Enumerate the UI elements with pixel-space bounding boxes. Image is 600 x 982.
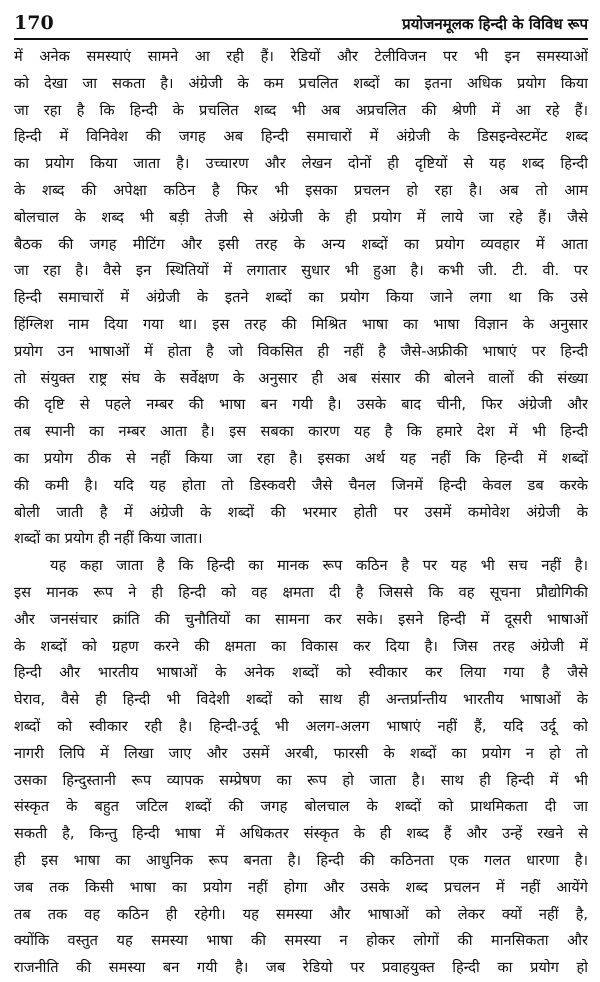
text-line: बैठक की जगह मीटिंग और इसी तरह के अन्य शब्दों का प्रयोग व्यवहार में आता [14,235,588,253]
text-line: इस मानक रूप ने ही हिन्दी को वह क्षमता दी है जिससे कि वह सूचना प्रौद्योगिकी [14,583,588,601]
text-line: उसका हिन्दुस्तानी रूप व्यापक सम्प्रेषण का रूप हो जाता है। साथ ही हिन्दी में भी [14,771,588,789]
text-line: क्योंकि वस्तुत यह समस्या भाषा की समस्या न होकर लोगों की मानसिकता और [14,932,588,950]
text-line: तो संयुक्त राष्ट्र संघ के सर्वेक्षण के अनुसार ही अब संसार की बोलने वालों की संख्या [14,369,588,387]
page-number: 170 [14,12,54,34]
page-header [14,12,588,40]
text-line: जा रहा है कि हिन्दी के प्रचलित शब्द भी अब अप्रचलित की श्रेणी में आ रहे हैं। [14,101,588,119]
text-line: जा रहा है। वैसे इन स्थितियों में लगातार सुधार भी हुआ है। कभी जी. टी. वी. पर [14,262,588,280]
text-line: ही इस भाषा का आधुनिक रूप बनता है। हिन्दी की कठिनता एक गलत धारणा है। [14,851,588,869]
text-line: में अनेक समस्याएं सामने आ रही हैं। रेडियों और टेलीविजन पर भी इन समस्याओं [14,48,588,65]
text-line: शब्दों का प्रयोग ही नहीं किया जाता। [14,530,203,548]
text-line: बोली जाती है में अंग्रेजी के शब्दों की भरमार होती पर उसमें कमोवेश अंग्रेजी के [14,503,588,521]
text-line: प्रयोग उन भाषाओं में होता है जो विकसित ही नहीं है जैसे-अफ्रीकी भाषाएं पर हिन्दी [14,342,588,360]
text-line: का प्रयोग किया जाता है। उच्चारण और लेखन दोनों ही दृष्टियों से यह शब्द हिन्दी [14,155,588,173]
text-line: जब तक किसी भाषा का प्रयोग नहीं होगा और उसके शब्द प्रचलन में नहीं आयेंगे [14,878,588,896]
text-line: का प्रयोग ठीक से नहीं किया जा रहा है। इसका अर्थ यह नहीं कि हिन्दी में शब्दों [14,449,588,467]
text-line: हिन्दी में विनिवेश की जगह अब हिन्दी समाचारों में अंग्रेजी के डिसइन्वेस्टमेंट शब्द [14,128,588,146]
text-line: तब तक वह कठिन ही रहेगी। यह समस्या और भाषाओं को लेकर क्यों नहीं है, [14,905,588,923]
text-line: के शब्द की अपेक्षा कठिन है फिर भी इसका प्रचलन हो रहा है। अब तो आम [14,181,588,199]
text-line: की कमी है। यदि यह होता तो डिस्कवरी जैसे चैनल जिनमें हिन्दी केवल डब करके [14,476,588,494]
page-body [14,44,588,982]
text-line: नागरी लिपि में लिखा जाए और उसमें अरबी, फारसी के शब्दों का प्रयोग न हो तो [14,744,588,762]
text-line: और जनसंचार क्रांति की चुनौतियों का सामना कर सके। इसने हिन्दी में दूसरी भाषाओं [14,610,588,628]
paragraph-1 [14,44,588,553]
text-line: संस्कृत के बहुत जटिल शब्दों की जगह बोलचाल के शब्दों को प्राथमिकता दी जा [14,798,588,816]
text-line: के शब्दों को ग्रहण करने की क्षमता का विकास कर दिया है। जिस तरह अंग्रेजी में [14,637,588,655]
text-line: की दृष्टि से पहले नम्बर की भाषा बन गयी है। उसके बाद चीनी, फिर अंग्रेजी और [14,396,588,414]
text-line: को देखा जा सकता है। अंग्रेजी के कम प्रचलित शब्दों का इतना अधिक प्रयोग किया [14,74,588,92]
text-line: सकती है, किन्तु हिन्दी भाषा में अधिकतर संस्कृत के ही शब्द हैं और उन्हें रखने से [14,825,588,843]
running-title: प्रयोजनमूलक हिन्दी के विविध रूप [402,15,588,33]
text-line: हिन्दी समाचारों में अंग्रेजी के इतने शब्दों का प्रयोग किया जाने लगा था कि उसे [14,289,588,307]
text-line: यह कहा जाता है कि हिन्दी का मानक रूप कठिन है पर यह भी सच नहीं है। [50,557,588,575]
text-line: घेराव, वैसे ही हिन्दी भी विदेशी शब्दों को साथ ही अन्तर्प्रान्तीय भारतीय भाषाओं के [14,691,588,709]
paragraph-2 [14,553,588,982]
text-line: हिन्दी और भारतीय भाषाओं के अनेक शब्दों को स्वीकार कर लिया गया है जैसे [14,664,588,682]
text-line: राजनीति की समस्या बन गयी है। जब रेडियो पर प्रवाहयुक्त हिन्दी का प्रयोग हो [14,959,588,977]
text-line: तब स्पानी का नम्बर आता है। इस सबका कारण यह है कि हमारे देश में भी हिन्दी [14,423,588,441]
text-line: शब्दों को स्वीकार रही है। हिन्दी-उर्दू भी अलग-अलग भाषाएं नहीं हैं, यदि उर्दू को [14,717,588,735]
text-line: हिंग्लिश नाम दिया गया था। इस तरह की मिश्रित भाषा का भाषा विज्ञान के अनुसार [14,315,588,333]
text-line: बोलचाल के शब्द भी बड़ी तेजी से अंग्रेजी के ही प्रयोग में लाये जा रहे हैं। जैसे [14,208,588,226]
